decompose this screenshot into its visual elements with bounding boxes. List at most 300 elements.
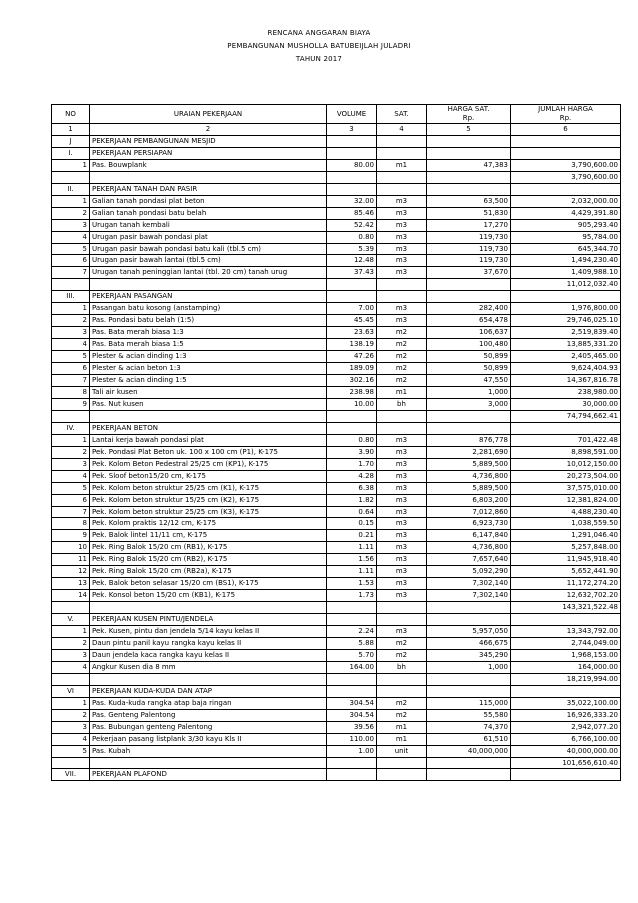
item-unit: m2 [377,351,427,363]
item-unit: m3 [377,470,427,482]
item-volume: 10.00 [327,398,377,410]
empty-cell [427,673,511,685]
column-number-row [52,124,621,136]
item-description: Pek. Kusen, pintu dan jendela 5/14 kayu kelas II [90,626,327,638]
item-total: 1,409,988.10 [511,267,621,279]
item-total: 37,575,010.00 [511,482,621,494]
item-volume: 164.00 [327,661,377,673]
item-unit-price: 6,923,730 [427,518,511,530]
item-volume: 12.48 [327,255,377,267]
item-unit: m1 [377,721,427,733]
section-no: VII. [52,769,90,781]
item-no: 1 [52,303,90,315]
item-no: 3 [52,458,90,470]
empty-cell [427,291,511,303]
item-total: 2,519,839.40 [511,327,621,339]
item-unit: m1 [377,159,427,171]
item-description: Pek. Konsol beton 15/20 cm (KB1), K-175 [90,590,327,602]
item-no: 10 [52,542,90,554]
item-description: Pek. Sloof beton15/20 cm, K-175 [90,470,327,482]
section-subtotal: 74,794,662.41 [511,410,621,422]
section-heading-row [52,769,621,781]
item-unit: m2 [377,697,427,709]
item-volume: 1.82 [327,494,377,506]
column-header-no: NO [52,105,90,124]
item-total: 12,381,824.00 [511,494,621,506]
table-row [52,243,621,255]
section-subtotal: 3,790,600.00 [511,171,621,183]
item-no: 6 [52,363,90,375]
empty-cell [377,291,427,303]
table-row [52,386,621,398]
item-no: 4 [52,231,90,243]
item-no: 9 [52,398,90,410]
project-heading-name: PEKERJAAN PEMBANGUNAN MESJID [90,135,327,147]
empty-cell [52,410,90,422]
subtotal-row [52,279,621,291]
table-row [52,446,621,458]
item-total: 4,429,391.80 [511,207,621,219]
empty-cell [427,147,511,159]
item-total: 2,942,077.20 [511,721,621,733]
item-total: 12,632,702.20 [511,590,621,602]
document-title: RENCANA ANGGARAN BIAYA [267,29,371,37]
item-unit: m2 [377,709,427,721]
item-description: Pek. Kolom beton struktur 25/25 cm (K3), K-175 [90,506,327,518]
table-row [52,482,621,494]
item-volume: 45.45 [327,315,377,327]
table-row [52,195,621,207]
item-volume: 39.56 [327,721,377,733]
item-total: 35,022,100.00 [511,697,621,709]
item-volume: 1.53 [327,578,377,590]
item-no: 6 [52,494,90,506]
item-volume: 7.00 [327,303,377,315]
item-volume: 1.00 [327,745,377,757]
item-total: 13,343,792.00 [511,626,621,638]
table-row [52,506,621,518]
item-description: Angkur Kusen dia 8 mm [90,661,327,673]
empty-cell [427,769,511,781]
item-total: 164,000.00 [511,661,621,673]
item-description: Plester & acian dinding 1:3 [90,351,327,363]
table-row [52,494,621,506]
item-volume: 32.00 [327,195,377,207]
empty-cell [52,673,90,685]
item-total: 16,926,333.20 [511,709,621,721]
table-row [52,470,621,482]
item-no: 2 [52,637,90,649]
item-volume: 6.38 [327,482,377,494]
item-volume: 3.90 [327,446,377,458]
item-volume: 189.09 [327,363,377,375]
item-total: 95,784.00 [511,231,621,243]
item-no: 1 [52,159,90,171]
empty-cell [511,183,621,195]
item-unit: m1 [377,386,427,398]
item-unit: m3 [377,434,427,446]
item-no: 1 [52,195,90,207]
section-heading-row [52,422,621,434]
subtotal-row [52,602,621,614]
item-no: 4 [52,733,90,745]
item-description: Pek. Pondasi Plat Beton uk. 100 x 100 cm (P1), K-175 [90,446,327,458]
item-no: 1 [52,434,90,446]
empty-cell [511,135,621,147]
item-total: 14,367,816.78 [511,375,621,387]
item-unit-price: 1,000 [427,661,511,673]
item-unit-price: 40,000,000 [427,745,511,757]
item-unit: m2 [377,375,427,387]
table-row [52,207,621,219]
empty-cell [52,171,90,183]
item-volume: 1.11 [327,542,377,554]
empty-cell [511,614,621,626]
item-no: 3 [52,327,90,339]
item-volume: 0.15 [327,518,377,530]
subtotal-row [52,410,621,422]
item-total: 11,945,918.40 [511,554,621,566]
item-unit-price: 876,778 [427,434,511,446]
table-row [52,709,621,721]
item-unit: m3 [377,506,427,518]
empty-cell [90,757,327,769]
item-total: 13,885,331.20 [511,339,621,351]
item-unit: m2 [377,327,427,339]
item-description: Pas. Bouwplank [90,159,327,171]
column-number: 1 [52,124,90,136]
table-row [52,219,621,231]
table-row [52,661,621,673]
item-unit: m3 [377,494,427,506]
section-no: V. [52,614,90,626]
item-total: 20,273,504.00 [511,470,621,482]
empty-cell [427,602,511,614]
item-volume: 5.39 [327,243,377,255]
empty-cell [511,291,621,303]
item-unit: bh [377,398,427,410]
empty-cell [327,685,377,697]
item-total: 701,422.48 [511,434,621,446]
item-volume: 85.46 [327,207,377,219]
item-no: 1 [52,626,90,638]
section-name: PEKERJAAN BETON [90,422,327,434]
table-row [52,267,621,279]
item-unit-price: 106,637 [427,327,511,339]
section-subtotal: 143,321,522.48 [511,602,621,614]
budget-table [51,104,621,781]
item-unit: m3 [377,207,427,219]
item-description: Pas. Kuda-kuda rangka atap baja ringan [90,697,327,709]
item-total: 2,744,049.00 [511,637,621,649]
item-unit-price: 119,730 [427,255,511,267]
empty-cell [377,147,427,159]
item-description: Pas. Genteng Palentong [90,709,327,721]
table-row [52,398,621,410]
item-unit: m3 [377,566,427,578]
table-row [52,518,621,530]
empty-cell [327,673,377,685]
item-total: 645,344.70 [511,243,621,255]
item-description: Urugan pasir bawah pondasi batu kali (tbl.5 cm) [90,243,327,255]
item-unit: m3 [377,267,427,279]
empty-cell [327,614,377,626]
section-name: PEKERJAAN PERSIAPAN [90,147,327,159]
item-unit: bh [377,661,427,673]
item-unit-price: 3,000 [427,398,511,410]
item-no: 12 [52,566,90,578]
item-total: 40,000,000.00 [511,745,621,757]
item-unit-price: 5,889,500 [427,458,511,470]
item-unit-price: 55,580 [427,709,511,721]
item-description: Pek. Kolom beton struktur 15/25 cm (K2), K-175 [90,494,327,506]
item-volume: 304.54 [327,709,377,721]
table-row [52,745,621,757]
empty-cell [511,147,621,159]
table-header-row [52,105,621,124]
column-header-uraian: URAIAN PEKERJAAN [90,105,327,124]
item-no: 2 [52,709,90,721]
item-description: Pek. Kolom praktis 12/12 cm, K-175 [90,518,327,530]
column-number: 2 [90,124,327,136]
empty-cell [327,410,377,422]
item-description: Pas. Bata merah biasa 1:3 [90,327,327,339]
item-no: 7 [52,267,90,279]
section-no: IV. [52,422,90,434]
item-volume: 37.43 [327,267,377,279]
item-unit: m3 [377,530,427,542]
document-title-block [0,27,638,66]
item-unit: m3 [377,578,427,590]
table-row [52,303,621,315]
item-unit-price: 5,092,290 [427,566,511,578]
empty-cell [427,614,511,626]
table-row [52,434,621,446]
column-header-volume: VOLUME [327,105,377,124]
item-unit-price: 61,510 [427,733,511,745]
item-description: Pek. Balok beton selasar 15/20 cm (BS1), K-175 [90,578,327,590]
section-subtotal: 18,219,994.00 [511,673,621,685]
item-unit-price: 5,957,050 [427,626,511,638]
item-volume: 47.26 [327,351,377,363]
section-no: II. [52,183,90,195]
column-header-harga-sat: HARGA SAT. Rp. [427,105,511,124]
empty-cell [377,769,427,781]
section-name: PEKERJAAN KUSEN PINTU/JENDELA [90,614,327,626]
item-no: 2 [52,207,90,219]
item-volume: 0.64 [327,506,377,518]
item-description: Pek. Balok lintel 11/11 cm, K-175 [90,530,327,542]
table-row [52,626,621,638]
item-unit-price: 47,383 [427,159,511,171]
section-subtotal: 101,656,610.40 [511,757,621,769]
item-unit-price: 6,803,200 [427,494,511,506]
empty-cell [511,685,621,697]
item-unit-price: 1,000 [427,386,511,398]
item-no: 7 [52,375,90,387]
empty-cell [427,410,511,422]
item-description: Pek. Kolom beton struktur 25/25 cm (K1), K-175 [90,482,327,494]
table-row [52,649,621,661]
table-row [52,375,621,387]
empty-cell [327,757,377,769]
item-volume: 1.70 [327,458,377,470]
item-unit: unit [377,745,427,757]
item-description: Tali air kusen [90,386,327,398]
table-row [52,315,621,327]
project-heading-no: J [52,135,90,147]
empty-cell [377,673,427,685]
item-unit-price: 345,290 [427,649,511,661]
table-row [52,458,621,470]
item-unit-price: 7,012,860 [427,506,511,518]
item-description: Pasangan batu kosong (anstamping) [90,303,327,315]
table-row [52,578,621,590]
item-total: 1,291,046.40 [511,530,621,542]
empty-cell [327,769,377,781]
empty-cell [377,685,427,697]
item-unit: m3 [377,195,427,207]
table-row [52,351,621,363]
empty-cell [377,614,427,626]
section-subtotal: 11,012,032.40 [511,279,621,291]
empty-cell [377,183,427,195]
item-unit: m3 [377,315,427,327]
project-heading-row [52,135,621,147]
item-description: Pas. Nut kusen [90,398,327,410]
item-unit: m3 [377,482,427,494]
item-total: 2,405,465.00 [511,351,621,363]
item-description: Urugan pasir bawah pondasi plat [90,231,327,243]
item-description: Urugan tanah kembali [90,219,327,231]
empty-cell [327,171,377,183]
item-description: Urugan tanah peninggian lantai (tbl. 20 cm) tanah urug [90,267,327,279]
item-unit: m3 [377,590,427,602]
item-unit-price: 119,730 [427,243,511,255]
item-total: 30,000.00 [511,398,621,410]
item-unit-price: 2,281,690 [427,446,511,458]
item-no: 5 [52,351,90,363]
section-heading-row [52,147,621,159]
empty-cell [52,602,90,614]
item-description: Pas. Pondasi batu belah (1:5) [90,315,327,327]
item-unit: m3 [377,446,427,458]
item-volume: 5.88 [327,637,377,649]
table-row [52,339,621,351]
empty-cell [377,171,427,183]
item-unit-price: 4,736,800 [427,542,511,554]
item-unit-price: 100,480 [427,339,511,351]
item-unit-price: 74,370 [427,721,511,733]
empty-cell [52,757,90,769]
item-description: Pas. Bubungan genteng Palentong [90,721,327,733]
item-unit-price: 654,478 [427,315,511,327]
item-volume: 4.28 [327,470,377,482]
subtotal-row [52,757,621,769]
column-number: 4 [377,124,427,136]
item-no: 14 [52,590,90,602]
item-description: Galian tanah pondasi plat beton [90,195,327,207]
table-row [52,231,621,243]
item-no: 9 [52,530,90,542]
item-description: Lantai kerja bawah pondasi plat [90,434,327,446]
item-description: Plester & acian dinding 1:5 [90,375,327,387]
item-total: 5,257,848.00 [511,542,621,554]
item-no: 5 [52,482,90,494]
item-volume: 23.63 [327,327,377,339]
item-description: Plester & acian beton 1:3 [90,363,327,375]
section-no: III. [52,291,90,303]
item-no: 4 [52,661,90,673]
section-no: VI [52,685,90,697]
column-number: 5 [427,124,511,136]
item-total: 5,652,441.90 [511,566,621,578]
item-no: 13 [52,578,90,590]
item-description: Pek. Ring Balok 15/20 cm (RB2), K-175 [90,554,327,566]
empty-cell [427,183,511,195]
empty-cell [90,673,327,685]
empty-cell [427,757,511,769]
item-unit: m3 [377,626,427,638]
item-volume: 2.24 [327,626,377,638]
empty-cell [52,279,90,291]
item-unit-price: 7,657,640 [427,554,511,566]
item-unit: m3 [377,243,427,255]
empty-cell [377,757,427,769]
table-row [52,530,621,542]
table-row [52,363,621,375]
item-unit: m3 [377,542,427,554]
item-unit: m2 [377,363,427,375]
item-volume: 0.80 [327,231,377,243]
item-unit: m3 [377,219,427,231]
item-volume: 0.21 [327,530,377,542]
item-description: Pas. Bata merah biasa 1:5 [90,339,327,351]
item-volume: 1.56 [327,554,377,566]
item-unit-price: 17,270 [427,219,511,231]
empty-cell [327,279,377,291]
item-total: 1,968,153.00 [511,649,621,661]
item-unit-price: 466,675 [427,637,511,649]
section-heading-row [52,685,621,697]
empty-cell [377,602,427,614]
item-unit: m3 [377,303,427,315]
item-total: 10,012,150.00 [511,458,621,470]
item-description: Pek. Kolom Beton Pedestral 25/25 cm (KP1), K-175 [90,458,327,470]
empty-cell [377,279,427,291]
section-heading-row [52,183,621,195]
item-volume: 238.98 [327,386,377,398]
item-total: 29,746,025.10 [511,315,621,327]
item-description: Pekerjaan pasang listplank 3/30 kayu Kls II [90,733,327,745]
item-volume: 5.70 [327,649,377,661]
item-volume: 304.54 [327,697,377,709]
item-unit: m2 [377,649,427,661]
item-no: 11 [52,554,90,566]
item-no: 1 [52,697,90,709]
item-unit-price: 115,000 [427,697,511,709]
section-name: PEKERJAAN PLAFOND [90,769,327,781]
item-unit-price: 51,830 [427,207,511,219]
item-description: Pas. Kubah [90,745,327,757]
table-row [52,542,621,554]
section-name: PEKERJAAN TANAH DAN PASIR [90,183,327,195]
item-unit: m1 [377,733,427,745]
empty-cell [90,410,327,422]
item-unit: m3 [377,255,427,267]
item-no: 3 [52,219,90,231]
item-no: 2 [52,446,90,458]
